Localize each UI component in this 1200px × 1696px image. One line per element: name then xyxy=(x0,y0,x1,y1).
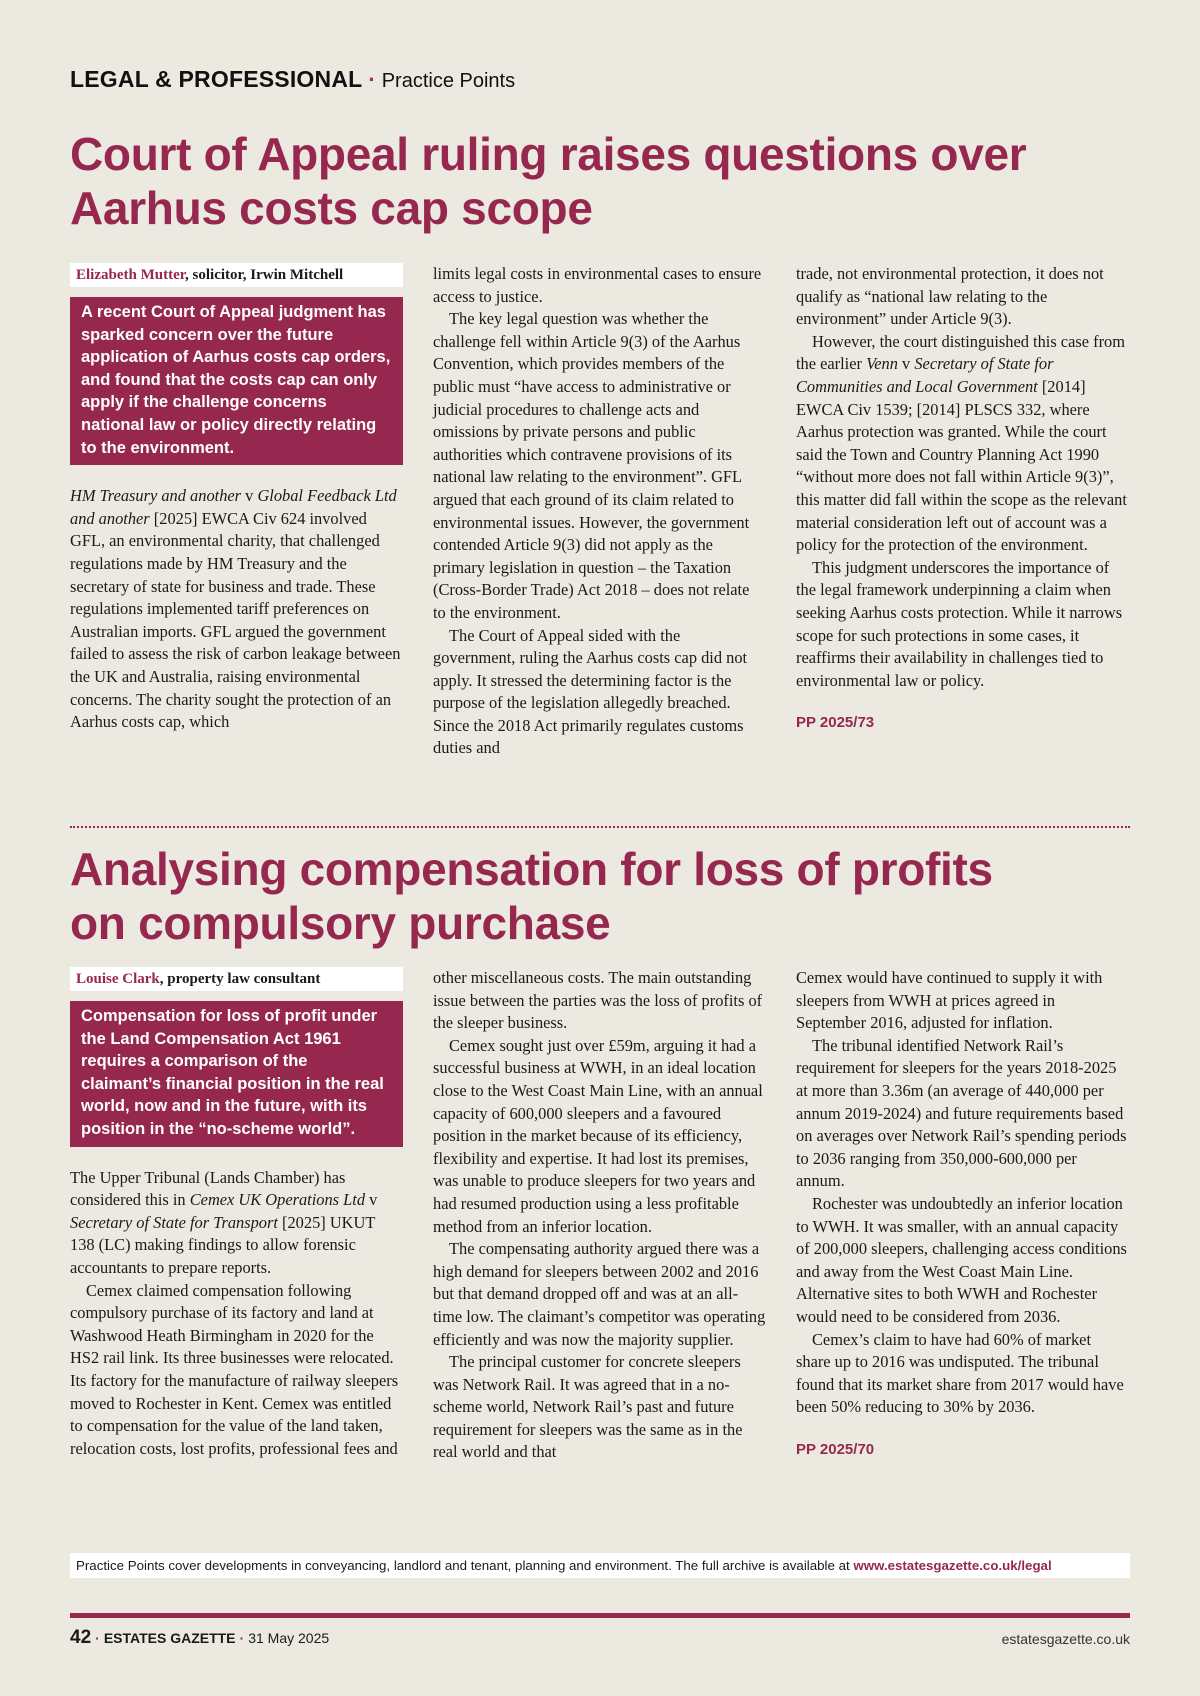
archive-note xyxy=(70,1553,1130,1578)
article1-author-role: , solicitor, Irwin Mitchell xyxy=(185,267,344,283)
section-header xyxy=(70,66,515,93)
case-name: Cemex UK Operations Ltd xyxy=(189,1190,366,1210)
case-name: Secretary of State for Communities and Local Government xyxy=(796,354,1054,396)
article1-column-3 xyxy=(796,263,1129,735)
issue-date: 31 May 2025 xyxy=(248,1630,330,1646)
article2-column-3 xyxy=(796,967,1129,1461)
footer-left xyxy=(70,1627,329,1649)
article2-paragraph: The compensating authority argued there was a high demand for sleepers between 2002 and 2016 but that demand dropped off and was at an all-time low. The claimant’s competitor was operating efficiently and was now the majority supplier. xyxy=(433,1239,766,1349)
article1-author-name: Elizabeth Mutter xyxy=(76,267,186,283)
article2-column-2 xyxy=(433,967,766,1464)
subsection-title: Practice Points xyxy=(381,70,516,92)
article2-headline-line1: Analysing compensation for loss of profits xyxy=(70,843,993,895)
article2-body-text: [2025] UKUT 138 (LC) making findings to allow forensic accountants to prepare reports. xyxy=(70,1212,376,1277)
article2-headline xyxy=(70,842,1130,950)
article1-headline-line2: Aarhus costs cap scope xyxy=(70,182,593,234)
article1-byline xyxy=(70,263,403,287)
footer-rule xyxy=(70,1613,1130,1618)
case-versus: v xyxy=(365,1190,378,1210)
article1-column-1 xyxy=(70,263,403,734)
archive-link[interactable]: www.estatesgazette.co.uk/legal xyxy=(853,1558,1052,1573)
case-name: Secretary of State for Transport xyxy=(70,1212,278,1232)
footer-website: estatesgazette.co.uk xyxy=(1001,1631,1130,1647)
article2-column-1 xyxy=(70,967,403,1460)
article2-paragraph: other miscellaneous costs. The main outstanding issue between the parties was the loss of profits of the sleeper business. xyxy=(433,968,763,1033)
case-name: Global Feedback Ltd and another xyxy=(70,486,397,528)
article1-standfirst: A recent Court of Appeal judgment has sparked concern over the future application of Aarhus costs cap orders, and found that the costs cap can only apply if the challenge concerns national law or policy directly relating to the environment. xyxy=(70,297,403,465)
page-number: 42 xyxy=(70,1627,92,1648)
magazine-page xyxy=(70,0,1130,1696)
footer-separator: · xyxy=(239,1630,245,1646)
article1-paragraph xyxy=(70,485,403,734)
article2-body-text: The Upper Tribunal (Lands Chamber) has considered this in xyxy=(70,1167,346,1210)
article2-author-role: , property law consultant xyxy=(159,971,321,987)
section-title: LEGAL & PROFESSIONAL xyxy=(70,66,363,92)
article1-paragraph: trade, not environmental protection, it does not qualify as “national law relating to the environment” under Article 9(3). xyxy=(796,264,1104,329)
section-separator: · xyxy=(368,67,376,92)
article2-paragraph: The principal customer for concrete sleepers was Network Rail. It was agreed that in a no-scheme world, Network Rail’s past and future requirement for sleepers was the same as in the real world and that xyxy=(433,1352,743,1462)
article2-paragraph xyxy=(70,1167,403,1280)
article2-byline xyxy=(70,967,403,991)
article2-paragraph: Cemex would have continued to supply it with sleepers from WWH at prices agreed in September 2016, adjusted for inflation. xyxy=(796,968,1103,1033)
article1-paragraph: This judgment underscores the importance of the legal framework underpinning a claim when seeking Aarhus costs protection. While it narrows scope for such protections in some cases, it reaffirms their availability in challenges tied to environmental law or policy. xyxy=(796,557,1123,690)
article2-paragraph: Cemex’s claim to have had 60% of market share up to 2016 was undisputed. The tribunal found that its market share from 2017 would have been 50% reducing to 30% by 2036. xyxy=(796,1329,1124,1417)
page-footer xyxy=(70,1627,1130,1657)
article2-headline-line2: on compulsory purchase xyxy=(70,897,611,949)
article2-paragraph: The tribunal identified Network Rail’s requirement for sleepers for the years 2018-2025 at more than 3.36m (an average of 440,000 per annum 2019-2024) and future requirements based on averages over Network Rail’s spending periods to 2036 ranging from 350,000-600,000 per annum. xyxy=(796,1035,1127,1191)
article2-paragraph: Rochester was undoubtedly an inferior location to WWH. It was smaller, with an annual capacity of 200,000 sleepers, challenging access conditions and away from the West Coast Main Line. Alternative sites to both WWH and Rochester would need to be considered from 2036. xyxy=(796,1193,1127,1326)
article2-paragraph: Cemex sought just over £59m, arguing it had a successful business at WWH, in an ideal location close to the West Coast Main Line, with an annual capacity of 600,000 sleepers and a favoured position in the market because of its efficiency, flexibility and expertise. It had lost its premises, was unable to produce sleepers for two years and had resumed production using a less profitable method from an inferior location. xyxy=(433,1035,763,1236)
article1-paragraph: limits legal costs in environmental cases to ensure access to justice. xyxy=(433,264,762,306)
article2-standfirst: Compensation for loss of profit under the Land Compensation Act 1961 requires a comparison of the claimant’s financial position in the real world, now and in the future, with its position in the “no-scheme world”. xyxy=(70,1001,403,1147)
article1-body-text: [2014] EWCA Civ 1539; [2014] PLSCS 332, where Aarhus protection was granted. While the court said the Town and Country Planning Act 1990 “without more does not fall within Article 9(3)”, this matter did fall within the scope as the relevant material consideration left out of account was a policy for the protection of the environment. xyxy=(796,376,1127,555)
article1-body-text: However, the court distinguished this case from the earlier xyxy=(796,331,1125,374)
article1-paragraph xyxy=(796,331,1129,557)
publication-name: ESTATES GAZETTE xyxy=(103,1630,236,1646)
article2-reference: PP 2025/70 xyxy=(796,1440,875,1458)
article1-reference: PP 2025/73 xyxy=(796,714,875,732)
archive-note-text: Practice Points cover developments in conveyancing, landlord and tenant, planning and environment. The full archive is available at xyxy=(76,1558,854,1573)
article-divider xyxy=(70,826,1130,828)
article2-author-name: Louise Clark xyxy=(76,971,160,987)
article1-headline xyxy=(70,127,1130,235)
footer-separator: · xyxy=(95,1630,100,1646)
case-versus: v xyxy=(241,486,258,506)
article1-headline-line1: Court of Appeal ruling raises questions over xyxy=(70,128,1027,180)
article1-paragraph: The Court of Appeal sided with the government, ruling the Aarhus costs cap did not apply. It stressed the determining factor is the purpose of the legislation allegedly breached. Since the 2018 Act primarily regulates customs duties and xyxy=(433,625,748,758)
article2-paragraph: Cemex claimed compensation following compulsory purchase of its factory and land at Washwood Heath Birmingham in 2020 for the HS2 rail link. Its three businesses were relocated. Its factory for the manufacture of railway sleepers moved to Rochester in Kent. Cemex was entitled to compensation for the value of the land taken, relocation costs, lost profits, professional fees and xyxy=(70,1280,399,1458)
article1-column-2 xyxy=(433,263,766,760)
case-name: HM Treasury and another xyxy=(70,486,242,506)
article1-body-text: [2025] EWCA Civ 624 involved GFL, an environmental charity, that challenged regulations made by HM Treasury and the secretary of state for business and trade. These regulations implemented tariff preferences on Australian imports. GFL argued the government failed to assess the risk of carbon leakage between the UK and Australia, raising environmental concerns. The charity sought the protection of an Aarhus costs cap, which xyxy=(70,508,401,732)
case-name: Venn xyxy=(866,354,898,374)
article1-paragraph: The key legal question was whether the challenge fell within Article 9(3) of the Aarhus Convention, which provides members of the public must “have access to administrative or judicial procedures to challenge acts and omissions by private persons and public authorities which contravene provisions of its national law relating to the environment”. GFL argued that each ground of its claim related to environmental issues. However, the government contended Article 9(3) did not apply as the primary legislation in question – the Taxation (Cross-Border Trade) Act 2018 – does not relate to the environment. xyxy=(433,309,750,622)
case-versus: v xyxy=(897,354,915,374)
